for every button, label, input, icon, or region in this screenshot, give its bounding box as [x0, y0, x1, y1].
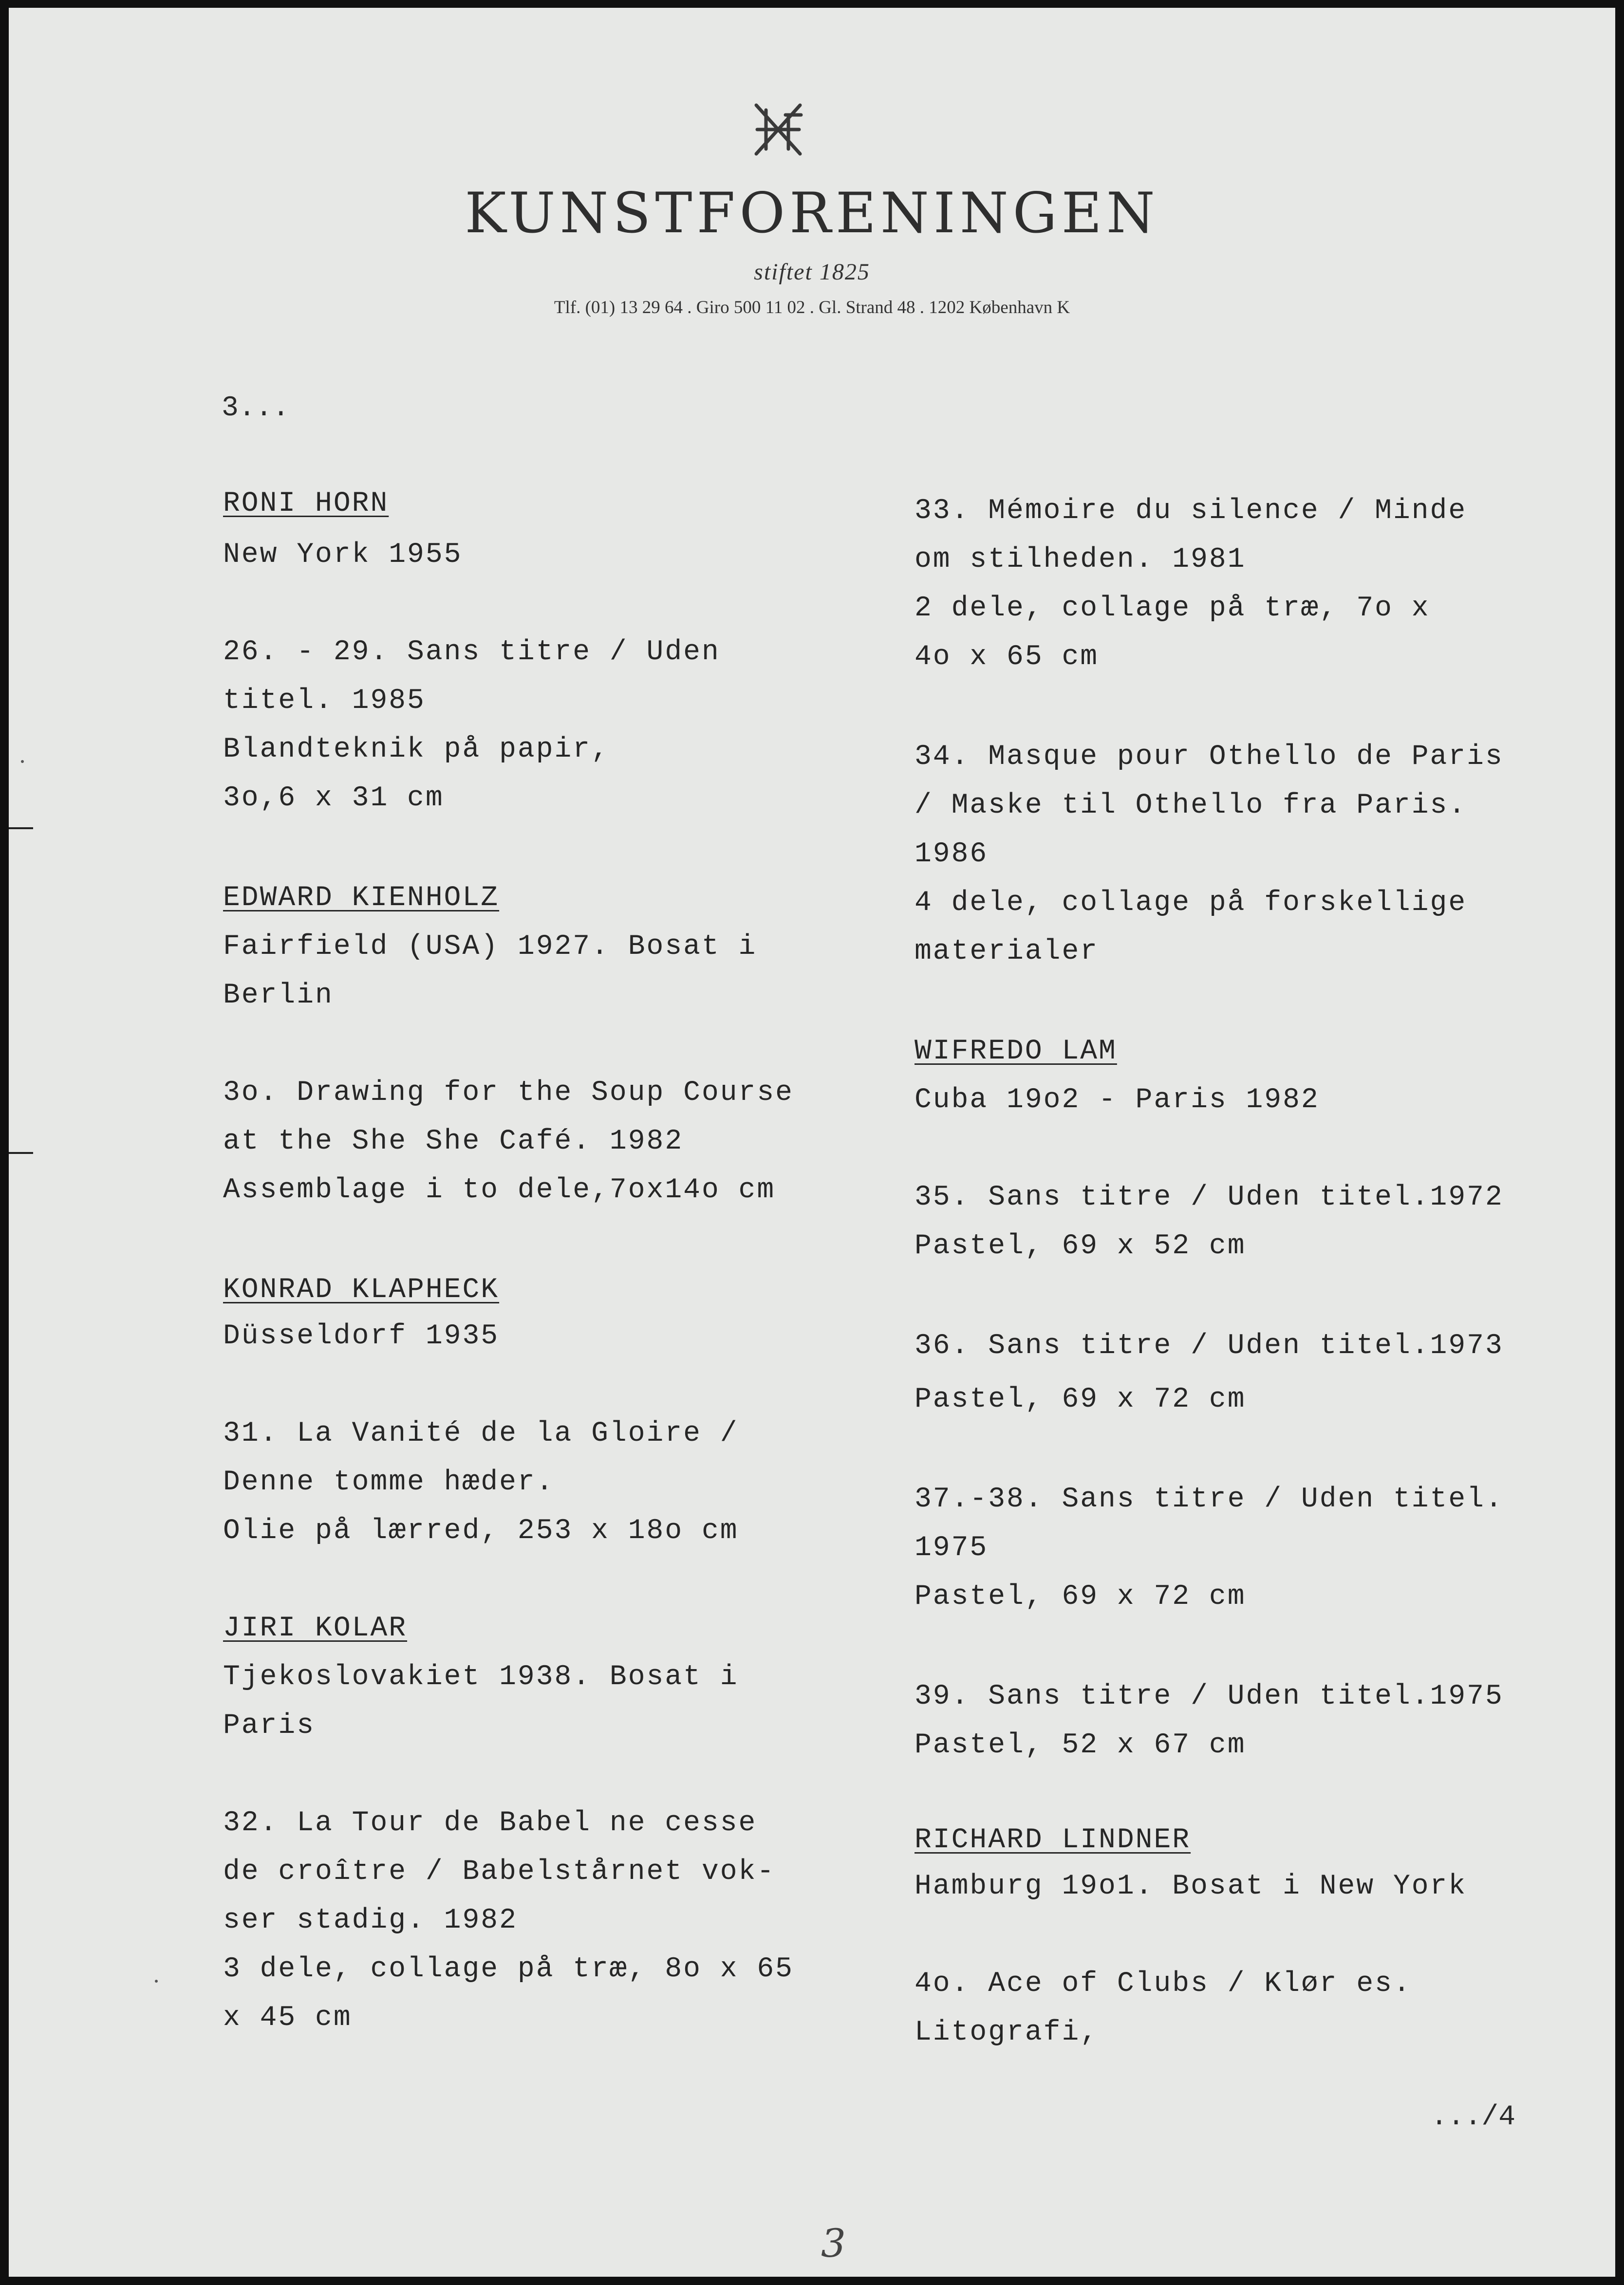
entry-line: 35. Sans titre / Uden titel.1972 — [915, 1182, 1504, 1213]
entry-line: Düsseldorf 1935 — [223, 1320, 500, 1352]
entry-line: New York 1955 — [223, 539, 463, 571]
entry-line: Pastel, 69 x 72 cm — [915, 1581, 1246, 1613]
organization-name: KUNSTFORENINGEN — [465, 181, 1159, 245]
entry-line: Denne tomme hæder. — [223, 1467, 555, 1498]
entry-line: Pastel, 69 x 72 cm — [915, 1384, 1246, 1415]
entry-line: 34. Masque pour Othello de Paris — [915, 741, 1504, 773]
entry-line: om stilheden. 1981 — [915, 544, 1246, 576]
entry-line: 4 dele, collage på forskellige — [915, 887, 1467, 919]
ink-speck — [155, 1980, 158, 1983]
entry-line: Berlin — [223, 980, 334, 1011]
entry-line: 3o,6 x 31 cm — [223, 782, 444, 814]
continuation-marker: .../4 — [1431, 2101, 1516, 2133]
artist-name: WIFREDO LAM — [915, 1036, 1117, 1067]
entry-line: 36. Sans titre / Uden titel.1973 — [915, 1330, 1504, 1362]
entry-line: 26. - 29. Sans titre / Uden — [223, 636, 720, 668]
entry-line: 1975 — [915, 1532, 989, 1564]
entry-line: 39. Sans titre / Uden titel.1975 — [915, 1681, 1504, 1712]
entry-line: 3o. Drawing for the Soup Course — [223, 1077, 794, 1109]
contact-line: Tlf. (01) 13 29 64 . Giro 500 11 02 . Gl. Strand 48 . 1202 København K — [554, 297, 1070, 317]
edge-mark — [9, 1152, 33, 1154]
entry-line: Cuba 19o2 - Paris 1982 — [915, 1084, 1320, 1116]
entry-line: 33. Mémoire du silence / Minde — [915, 495, 1467, 527]
entry-line: 37.-38. Sans titre / Uden titel. — [915, 1484, 1504, 1515]
entry-line: Fairfield (USA) 1927. Bosat i — [223, 931, 757, 963]
entry-line: at the She She Café. 1982 — [223, 1126, 684, 1157]
artist-name: KONRAD KLAPHECK — [223, 1274, 500, 1306]
entry-line: ser stadig. 1982 — [223, 1905, 518, 1936]
entry-line: 4o x 65 cm — [915, 641, 1099, 673]
ink-speck — [21, 760, 24, 763]
document-page — [9, 8, 1615, 2277]
entry-line: 2 dele, collage på træ, 7o x — [915, 593, 1430, 624]
entry-line: titel. 1985 — [223, 685, 426, 717]
edge-mark — [9, 827, 33, 829]
entry-line: 3 dele, collage på træ, 8o x 65 — [223, 1953, 794, 1985]
entry-line: / Maske til Othello fra Paris. — [915, 790, 1467, 821]
artist-name: RICHARD LINDNER — [915, 1824, 1191, 1856]
kf-monogram-logo — [751, 100, 805, 159]
entry-line: materialer — [915, 936, 1099, 967]
page-marker: 3... — [222, 392, 290, 424]
handwritten-page-number: 3 — [821, 2221, 846, 2266]
entry-line: 4o. Ace of Clubs / Klør es. — [915, 1968, 1412, 2000]
entry-line: Litografi, — [915, 2017, 1099, 2048]
artist-name: RONI HORN — [223, 488, 389, 520]
artist-name: EDWARD KIENHOLZ — [223, 882, 500, 914]
founded-line: stiftet 1825 — [754, 259, 870, 285]
entry-line: Paris — [223, 1710, 316, 1742]
entry-line: Tjekoslovakiet 1938. Bosat i — [223, 1661, 739, 1693]
entry-line: Assemblage i to dele,7ox14o cm — [223, 1174, 776, 1206]
entry-line: 31. La Vanité de la Gloire / — [223, 1418, 739, 1449]
entry-line: 1986 — [915, 838, 989, 870]
entry-line: Pastel, 52 x 67 cm — [915, 1729, 1246, 1761]
entry-line: Hamburg 19o1. Bosat i New York — [915, 1871, 1467, 1902]
entry-line: de croître / Babelstårnet vok- — [223, 1856, 776, 1888]
entry-line: Pastel, 69 x 52 cm — [915, 1230, 1246, 1262]
entry-line: Olie på lærred, 253 x 18o cm — [223, 1515, 739, 1547]
artist-name: JIRI KOLAR — [223, 1613, 408, 1644]
entry-line: Blandteknik på papir, — [223, 734, 610, 765]
entry-line: 32. La Tour de Babel ne cesse — [223, 1807, 757, 1839]
entry-line: x 45 cm — [223, 2002, 352, 2034]
